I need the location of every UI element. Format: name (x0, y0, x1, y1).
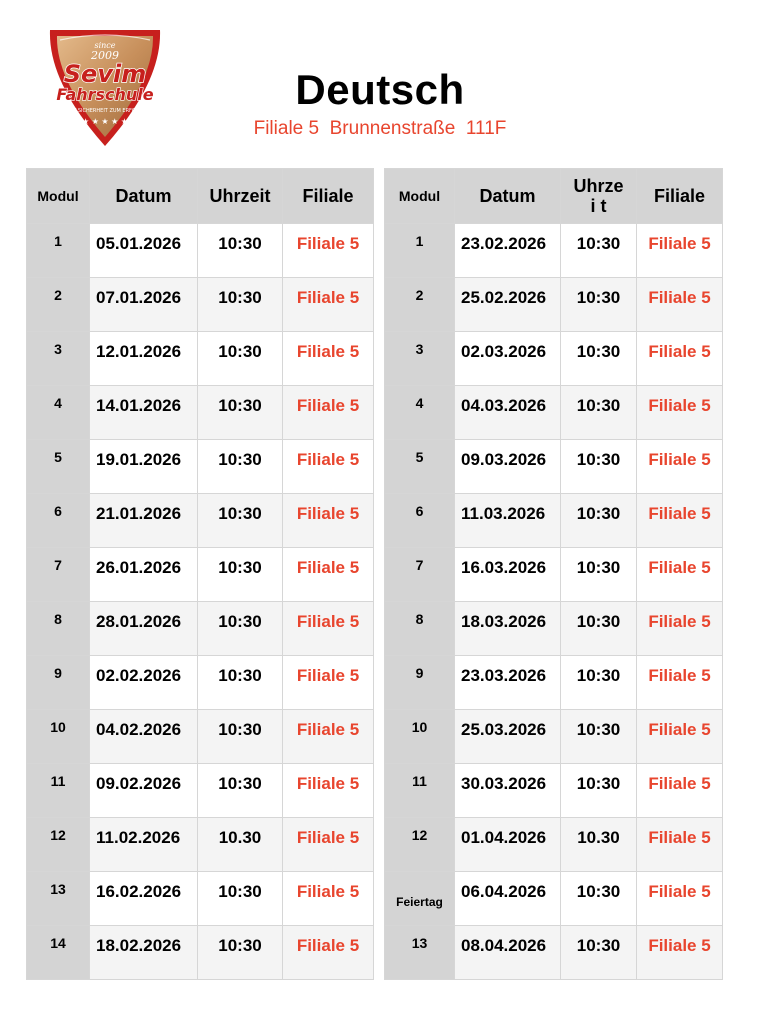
modul-cell: 1 (27, 224, 90, 278)
filiale-cell: Filiale 5 (637, 818, 723, 872)
uhrzeit-cell: 10.30 (561, 818, 637, 872)
datum-cell: 04.03.2026 (455, 386, 561, 440)
uhrzeit-cell: 10:30 (561, 494, 637, 548)
datum-cell: 25.03.2026 (455, 710, 561, 764)
page-subtitle: Filiale 5 Brunnenstraße 111F (253, 118, 507, 139)
uhrzeit-cell: 10.30 (198, 818, 283, 872)
uhrzeit-cell: 10:30 (561, 548, 637, 602)
logo-since-text: since (94, 41, 116, 50)
uhrzeit-cell: 10:30 (198, 278, 283, 332)
col-header-uhrzeit: Uhrzeit (198, 169, 283, 224)
datum-cell: 08.04.2026 (455, 926, 561, 980)
table-row (385, 656, 723, 710)
table-row (385, 440, 723, 494)
table-row (27, 278, 374, 332)
table-row (385, 278, 723, 332)
table-row (385, 872, 723, 926)
table-row (27, 710, 374, 764)
datum-cell: 28.01.2026 (90, 602, 198, 656)
filiale-cell: Filiale 5 (637, 602, 723, 656)
table-row (385, 386, 723, 440)
modul-cell: 9 (385, 656, 455, 710)
datum-cell: 11.03.2026 (455, 494, 561, 548)
logo-tagline: MIT SICHERHEIT ZUM ERFOLG (67, 108, 143, 114)
modul-cell: 12 (385, 818, 455, 872)
datum-cell: 07.01.2026 (90, 278, 198, 332)
table-header-row (385, 169, 723, 224)
modul-cell: 7 (27, 548, 90, 602)
modul-cell: 4 (27, 386, 90, 440)
modul-cell: 9 (27, 656, 90, 710)
filiale-cell: Filiale 5 (283, 332, 374, 386)
uhrzeit-cell: 10:30 (198, 332, 283, 386)
uhrzeit-cell: 10:30 (198, 494, 283, 548)
schedule-table-left (26, 168, 374, 980)
datum-cell: 16.02.2026 (90, 872, 198, 926)
filiale-cell: Filiale 5 (283, 494, 374, 548)
table-row (385, 494, 723, 548)
page-title: Deutsch (295, 66, 465, 113)
uhrzeit-cell: 10:30 (198, 224, 283, 278)
datum-cell: 26.01.2026 (90, 548, 198, 602)
col-header-modul: Modul (385, 169, 455, 224)
modul-cell: 11 (27, 764, 90, 818)
table-row (385, 602, 723, 656)
table-row (27, 224, 374, 278)
logo-stars-icon: ★ ★ ★ ★ ★ (81, 117, 129, 126)
datum-cell: 30.03.2026 (455, 764, 561, 818)
datum-cell: 01.04.2026 (455, 818, 561, 872)
filiale-cell: Filiale 5 (637, 278, 723, 332)
filiale-cell: Filiale 5 (637, 332, 723, 386)
modul-cell: 14 (27, 926, 90, 980)
modul-cell: 13 (385, 926, 455, 980)
datum-cell: 02.03.2026 (455, 332, 561, 386)
uhrzeit-cell: 10:30 (198, 710, 283, 764)
filiale-cell: Filiale 5 (637, 710, 723, 764)
datum-cell: 09.02.2026 (90, 764, 198, 818)
filiale-cell: Filiale 5 (637, 386, 723, 440)
modul-cell: 3 (27, 332, 90, 386)
filiale-cell: Filiale 5 (283, 548, 374, 602)
datum-cell: 11.02.2026 (90, 818, 198, 872)
filiale-cell: Filiale 5 (283, 872, 374, 926)
table-row (385, 548, 723, 602)
table-row (385, 710, 723, 764)
uhrzeit-cell: 10:30 (198, 386, 283, 440)
modul-cell: 10 (27, 710, 90, 764)
filiale-cell: Filiale 5 (283, 710, 374, 764)
uhrzeit-cell: 10:30 (561, 710, 637, 764)
logo-brand-line2: Fahrschule (56, 85, 154, 104)
uhrzeit-cell: 10:30 (561, 602, 637, 656)
col-header-filiale: Filiale (637, 169, 723, 224)
modul-cell: 5 (27, 440, 90, 494)
filiale-cell: Filiale 5 (283, 926, 374, 980)
datum-cell: 05.01.2026 (90, 224, 198, 278)
filiale-cell: Filiale 5 (283, 602, 374, 656)
table-row (27, 548, 374, 602)
modul-cell: 6 (385, 494, 455, 548)
table-row (27, 386, 374, 440)
table-row (27, 872, 374, 926)
filiale-cell: Filiale 5 (283, 440, 374, 494)
modul-cell: 2 (27, 278, 90, 332)
filiale-cell: Filiale 5 (637, 224, 723, 278)
table-row (27, 764, 374, 818)
datum-cell: 09.03.2026 (455, 440, 561, 494)
uhrzeit-cell: 10:30 (561, 656, 637, 710)
filiale-cell: Filiale 5 (637, 440, 723, 494)
col-header-datum: Datum (90, 169, 198, 224)
uhrzeit-cell: 10:30 (561, 278, 637, 332)
modul-cell: 12 (27, 818, 90, 872)
datum-cell: 06.04.2026 (455, 872, 561, 926)
table-row (385, 926, 723, 980)
modul-cell: 11 (385, 764, 455, 818)
table-row (27, 926, 374, 980)
datum-cell: 18.03.2026 (455, 602, 561, 656)
modul-cell: 3 (385, 332, 455, 386)
table-row (385, 764, 723, 818)
filiale-cell: Filiale 5 (283, 386, 374, 440)
col-header-filiale: Filiale (283, 169, 374, 224)
table-row (27, 602, 374, 656)
datum-cell: 04.02.2026 (90, 710, 198, 764)
table-row (27, 656, 374, 710)
uhrzeit-cell: 10:30 (561, 872, 637, 926)
datum-cell: 25.02.2026 (455, 278, 561, 332)
filiale-cell: Filiale 5 (283, 764, 374, 818)
table-row (385, 332, 723, 386)
modul-cell: Feiertag (385, 872, 455, 926)
modul-cell: 7 (385, 548, 455, 602)
modul-cell: 10 (385, 710, 455, 764)
uhrzeit-cell: 10:30 (198, 926, 283, 980)
modul-cell: 5 (385, 440, 455, 494)
filiale-cell: Filiale 5 (637, 764, 723, 818)
datum-cell: 21.01.2026 (90, 494, 198, 548)
logo-year-text: 2009 (91, 49, 119, 62)
modul-cell: 8 (385, 602, 455, 656)
table-row (27, 440, 374, 494)
uhrzeit-cell: 10:30 (561, 386, 637, 440)
uhrzeit-cell: 10:30 (198, 440, 283, 494)
modul-cell: 6 (27, 494, 90, 548)
uhrzeit-cell: 10:30 (561, 926, 637, 980)
datum-cell: 23.03.2026 (455, 656, 561, 710)
sevim-fahrschule-logo (30, 22, 180, 152)
schedule-table-right (384, 168, 723, 980)
uhrzeit-cell: 10:30 (561, 440, 637, 494)
table-header-row (27, 169, 374, 224)
filiale-cell: Filiale 5 (637, 656, 723, 710)
modul-cell: 4 (385, 386, 455, 440)
uhrzeit-cell: 10:30 (561, 224, 637, 278)
col-header-datum: Datum (455, 169, 561, 224)
modul-cell: 13 (27, 872, 90, 926)
table-row (27, 818, 374, 872)
datum-cell: 19.01.2026 (90, 440, 198, 494)
filiale-cell: Filiale 5 (637, 926, 723, 980)
modul-cell: 2 (385, 278, 455, 332)
table-row (27, 494, 374, 548)
datum-cell: 16.03.2026 (455, 548, 561, 602)
uhrzeit-cell: 10:30 (198, 872, 283, 926)
uhrzeit-cell: 10:30 (198, 656, 283, 710)
table-row (385, 818, 723, 872)
logo-brand-line1: Sevim (63, 60, 147, 88)
filiale-cell: Filiale 5 (283, 224, 374, 278)
modul-cell: 1 (385, 224, 455, 278)
col-header-modul: Modul (27, 169, 90, 224)
table-row (385, 224, 723, 278)
datum-cell: 23.02.2026 (455, 224, 561, 278)
table-row (27, 332, 374, 386)
filiale-cell: Filiale 5 (283, 656, 374, 710)
modul-cell: 8 (27, 602, 90, 656)
uhrzeit-cell: 10:30 (198, 764, 283, 818)
shield-logo-graphic (30, 22, 180, 152)
filiale-cell: Filiale 5 (283, 278, 374, 332)
datum-cell: 02.02.2026 (90, 656, 198, 710)
datum-cell: 14.01.2026 (90, 386, 198, 440)
uhrzeit-cell: 10:30 (198, 548, 283, 602)
uhrzeit-cell: 10:30 (561, 764, 637, 818)
filiale-cell: Filiale 5 (637, 494, 723, 548)
filiale-cell: Filiale 5 (283, 818, 374, 872)
datum-cell: 12.01.2026 (90, 332, 198, 386)
uhrzeit-cell: 10:30 (561, 332, 637, 386)
uhrzeit-cell: 10:30 (198, 602, 283, 656)
col-header-uhrzeit: Uhrzei t (561, 169, 637, 224)
filiale-cell: Filiale 5 (637, 548, 723, 602)
filiale-cell: Filiale 5 (637, 872, 723, 926)
datum-cell: 18.02.2026 (90, 926, 198, 980)
